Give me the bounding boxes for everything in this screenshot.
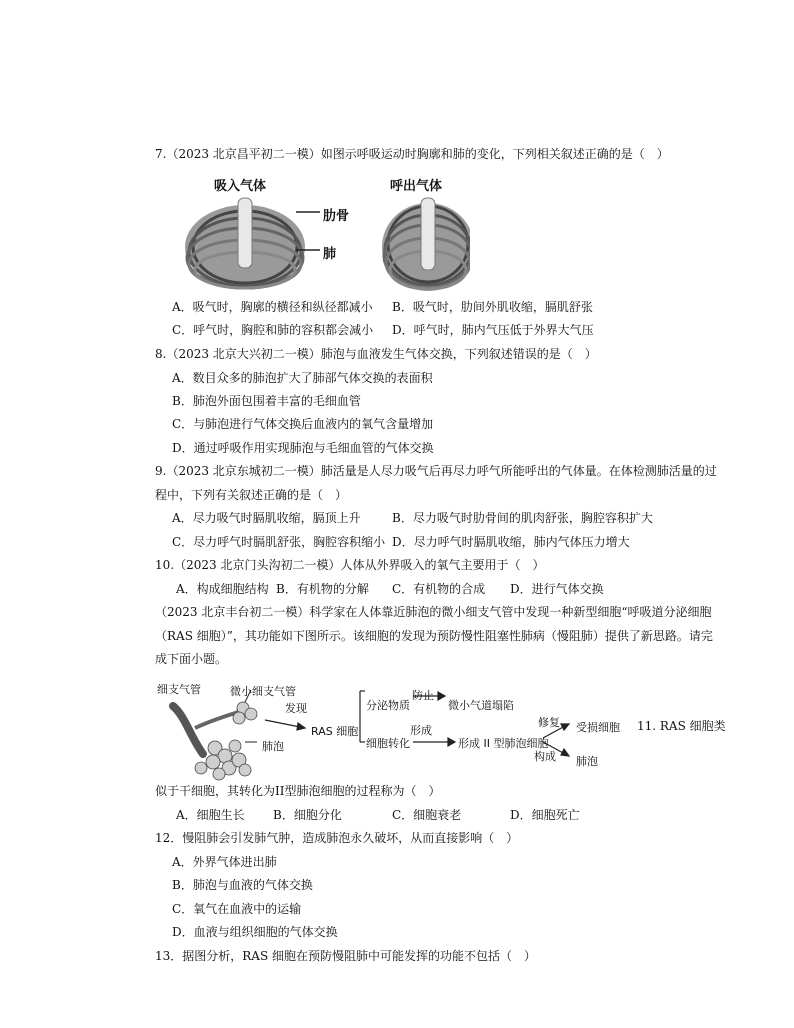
diagram-alveolus2: 肺泡 xyxy=(576,755,598,768)
diagram-damaged: 受损细胞 xyxy=(576,721,620,734)
diagram-form: 形成 xyxy=(410,724,432,737)
diagram-repair: 修复 xyxy=(538,716,560,729)
q12-option-d: D．血液与组织细胞的气体交换 xyxy=(172,925,338,939)
diagram-transform: 细胞转化 xyxy=(366,737,410,750)
q8-option-a: A．数目众多的肺泡扩大了肺部气体交换的表面积 xyxy=(172,371,433,385)
q7-stem: 7.（2023 北京昌平初二一模）如图示呼吸运动时胸廓和肺的变化，下列相关叙述正确的是（ ） xyxy=(155,147,669,161)
exhale-label: 呼出气体 xyxy=(390,179,443,194)
q8-option-d: D．通过呼吸作用实现肺泡与毛细血管的气体交换 xyxy=(172,441,434,455)
diagram-discover: 发现 xyxy=(285,702,307,715)
diagram-bronchus: 细支气管 xyxy=(157,683,201,696)
q12-option-a: A．外界气体进出肺 xyxy=(172,855,277,869)
q11-option-d: D．细胞死亡 xyxy=(510,808,580,822)
q8-stem: 8.（2023 北京大兴初二一模）肺泡与血液发生气体交换，下列叙述错误的是（ ） xyxy=(155,347,597,361)
lung-label: 肺 xyxy=(323,247,337,262)
q12-stem: 12．慢阻肺会引发肺气肿，造成肺泡永久破坏，从而直接影响（ ） xyxy=(155,831,519,845)
q8-option-c: C．与肺泡进行气体交换后血液内的氧气含量增加 xyxy=(172,417,434,431)
q8-option-b: B．肺泡外面包围着丰富的毛细血管 xyxy=(172,394,361,408)
q13-stem: 13．据图分析，RAS 细胞在预防慢阻肺中可能发挥的功能不包括（ ） xyxy=(155,949,537,963)
q12-option-b: B．肺泡与血液的气体交换 xyxy=(172,878,313,892)
diagram-ras-cell: RAS 细胞 xyxy=(311,725,359,738)
q9-option-b: B．尽力吸气时肋骨间的肌肉舒张，胸腔容积扩大 xyxy=(392,511,653,525)
diagram-type2: 形成 II 型肺泡细胞 xyxy=(458,737,549,750)
q11-option-b: B．细胞分化 xyxy=(273,808,342,822)
diagram-prevent: 防止 xyxy=(412,689,434,702)
q10-option-c: C．有机物的合成 xyxy=(392,582,486,596)
inhale-label: 吸入气体 xyxy=(214,179,267,194)
ribcage-exhale-image xyxy=(382,198,470,291)
ribcage-figure xyxy=(180,192,470,292)
q11-option-c: C．细胞衰老 xyxy=(392,808,462,822)
passage-line3: 成下面小题。 xyxy=(155,652,228,666)
lung-illustration xyxy=(173,690,257,780)
q10-option-d: D．进行气体交换 xyxy=(510,582,604,596)
q10-option-a: A．构成细胞结构 xyxy=(176,582,269,596)
rib-label: 肋骨 xyxy=(323,209,350,224)
passage-line2: （RAS 细胞）”，其功能如下图所示。该细胞的发现为预防慢性阻塞性肺病（慢阻肺）提供了新思路。请完 xyxy=(155,629,713,643)
passage-line1: （2023 北京丰台初二一模）科学家在人体靠近肺泡的微小细支气管中发现一种新型细胞“呼吸道分泌细胞 xyxy=(155,605,712,619)
q11-stem: 似于干细胞，其转化为II型肺泡细胞的过程称为（ ） xyxy=(155,784,441,798)
diagram-secrete: 分泌物质 xyxy=(366,699,410,712)
q10-option-b: B．有机物的分解 xyxy=(276,582,369,596)
diagram-compose: 构成 xyxy=(534,750,556,763)
q7-option-b: B．吸气时，肋间外肌收缩，膈肌舒张 xyxy=(392,300,593,314)
q11-stem-start: 11. RAS 细胞类 xyxy=(637,719,726,733)
q9-stem-line2: 程中，下列有关叙述正确的是（ ） xyxy=(155,488,348,502)
diagram-small-bronchus: 微小细支气管 xyxy=(230,685,296,698)
q7-option-c: C．呼气时，胸腔和肺的容积都会减小 xyxy=(172,323,374,337)
diagram-collapse: 微小气道塌陷 xyxy=(448,699,514,712)
q9-option-d: D．尽力呼气时膈肌收缩，肺内气体压力增大 xyxy=(392,535,630,549)
q7-option-d: D．呼气时，肺内气压低于外界大气压 xyxy=(392,323,594,337)
q10-stem: 10.（2023 北京门头沟初二一模）人体从外界吸入的氧气主要用于（ ） xyxy=(155,558,545,572)
q11-option-a: A．细胞生长 xyxy=(176,808,245,822)
q9-option-c: C．尽力呼气时膈肌舒张，胸腔容积缩小 xyxy=(172,535,386,549)
q7-option-a: A．吸气时，胸廓的横径和纵径都减小 xyxy=(172,300,373,314)
diagram-alveolus: 肺泡 xyxy=(262,740,284,753)
q9-stem-line1: 9.（2023 北京东城初二一模）肺活量是人尽力吸气后再尽力呼气所能呼出的气体量。在体检测肺活量的过 xyxy=(155,464,717,478)
ribcage-inhale-image xyxy=(185,198,320,289)
ras-diagram xyxy=(155,676,635,781)
q12-option-c: C．氧气在血液中的运输 xyxy=(172,902,302,916)
q9-option-a: A．尽力吸气时膈肌收缩，膈顶上升 xyxy=(172,511,361,525)
